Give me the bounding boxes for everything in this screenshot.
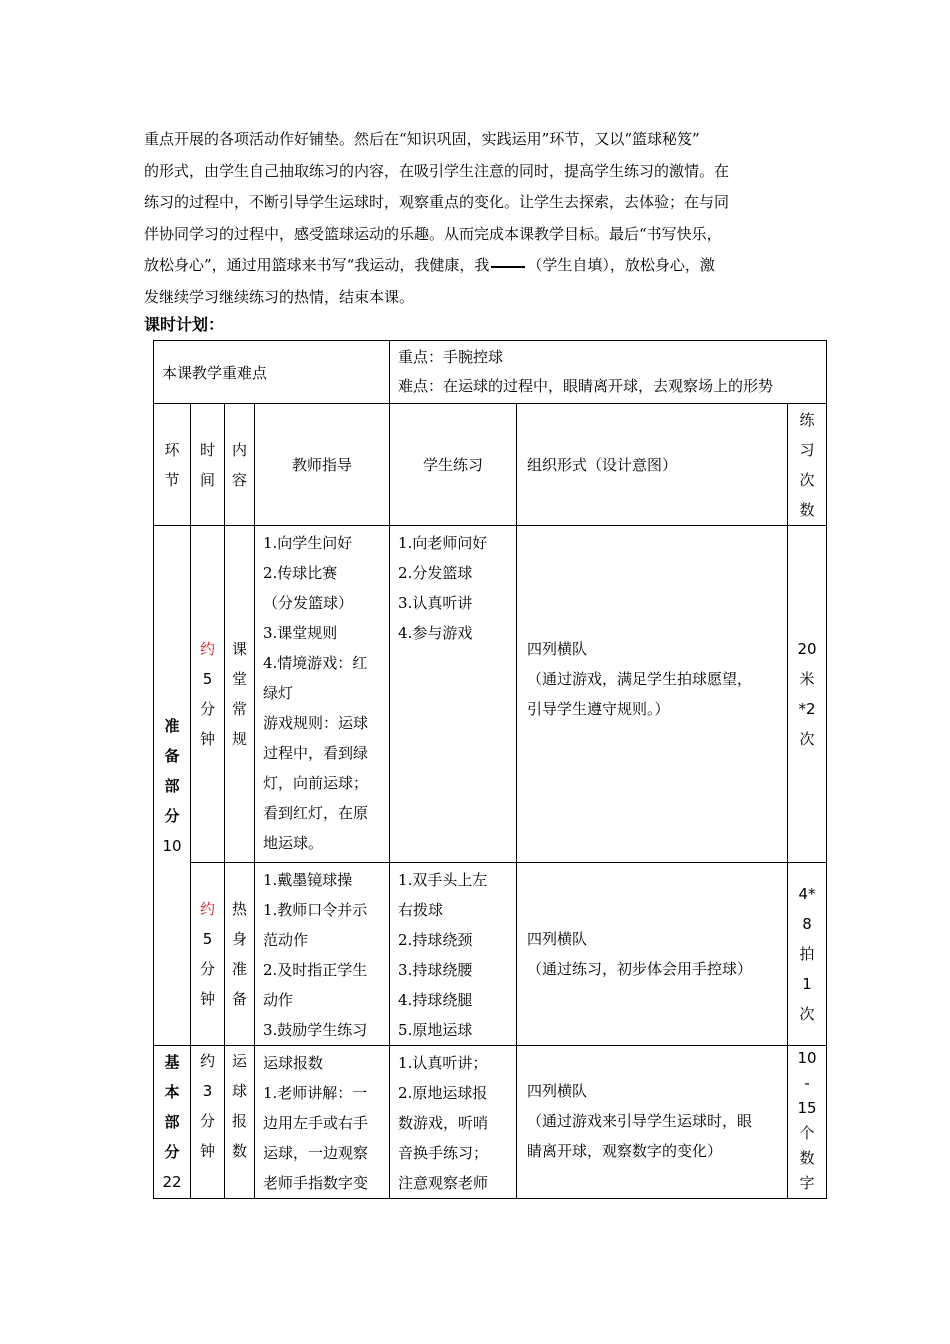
teacher-cell: 1.向学生问好 2.传球比赛 （分发篮球） 3.课堂规则 4.情境游戏：红 绿灯 游戏规则：运球 过程中，看到绿 灯，向前运球； 看到红灯，在原 地运球。 bbox=[255, 526, 390, 863]
header-teacher: 教师指导 bbox=[255, 404, 390, 526]
reps-cell: 10 - 15 个 数 字 bbox=[788, 1046, 827, 1199]
lesson-plan-table bbox=[153, 340, 827, 1199]
header-organization: 组织形式（设计意图） bbox=[517, 404, 788, 526]
paragraph-line: 伴协同学习的过程中，感受篮球运动的乐趣。从而完成本课教学目标。最后“书写快乐， bbox=[144, 224, 722, 243]
reps-cell: 4* 8 拍 1 次 bbox=[788, 863, 827, 1046]
header-reps: 练 习 次 数 bbox=[788, 404, 827, 526]
time-cell: 约 3 分 钟 bbox=[191, 1046, 225, 1199]
table-row bbox=[154, 526, 827, 863]
intro-paragraph bbox=[144, 124, 816, 313]
header-section: 环 节 bbox=[154, 404, 191, 526]
org-cell: 四列横队 （通过游戏，满足学生拍球愿望， 引导学生遵守规则。） bbox=[517, 526, 788, 863]
student-cell: 1.向老师问好 2.分发篮球 3.认真听讲 4.参与游戏 bbox=[390, 526, 517, 863]
difficulty-point: 难点：在运球的过程中，眼睛离开球，去观察场上的形势 bbox=[398, 377, 774, 395]
key-points-label: 本课教学重难点 bbox=[154, 341, 390, 404]
table-row bbox=[154, 863, 827, 1046]
header-time: 时 间 bbox=[191, 404, 225, 526]
teacher-cell: 1.戴墨镜球操 1.教师口令并示 范动作 2.及时指正学生 动作 3.鼓励学生练习 bbox=[255, 863, 390, 1046]
paragraph-line: 的形式，由学生自己抽取练习的内容，在吸引学生注意的同时，提高学生练习的激情。在 bbox=[144, 161, 730, 180]
section-heading: 课时计划： bbox=[144, 315, 225, 334]
content-cell: 热 身 准 备 bbox=[225, 863, 255, 1046]
table-row bbox=[154, 1046, 827, 1199]
student-cell: 1.认真听讲； 2.原地运球报 数游戏，听哨 音换手练习； 注意观察老师 bbox=[390, 1046, 517, 1199]
content-cell: 运 球 报 数 bbox=[225, 1046, 255, 1199]
key-points-row bbox=[154, 341, 827, 404]
student-cell: 1.双手头上左 右拨球 2.持球绕颈 3.持球绕腰 4.持球绕腿 5.原地运球 bbox=[390, 863, 517, 1046]
teacher-cell: 运球报数 1.老师讲解：一 边用左手或右手 运球，一边观察 老师手指数字变 bbox=[255, 1046, 390, 1199]
reps-cell: 20 米 *2 次 bbox=[788, 526, 827, 863]
org-cell: 四列横队 （通过练习，初步体会用手控球） bbox=[517, 863, 788, 1046]
key-point: 重点：手腕控球 bbox=[398, 348, 504, 366]
header-row bbox=[154, 404, 827, 526]
paragraph-line: 放松身心”，通过用篮球来书写“我运动，我健康，我 （学生自填），放松身心，激 bbox=[144, 256, 715, 274]
header-student: 学生练习 bbox=[390, 404, 517, 526]
org-cell: 四列横队 （通过游戏来引导学生运球时，眼 睛离开球，观察数字的变化） bbox=[517, 1046, 788, 1199]
header-content: 内 容 bbox=[225, 404, 255, 526]
time-cell: 约 5 分 钟 bbox=[191, 863, 225, 1046]
key-points-cell bbox=[390, 341, 827, 404]
time-cell: 约 5 分 钟 bbox=[191, 526, 225, 863]
fill-blank bbox=[491, 265, 525, 268]
content-cell: 课 堂 常 规 bbox=[225, 526, 255, 863]
section-basic: 基 本 部 分 22 bbox=[154, 1046, 191, 1199]
paragraph-line: 练习的过程中，不断引导学生运球时，观察重点的变化。让学生去探索，去体验；在与同 bbox=[144, 193, 730, 211]
section-prep: 准 备 部 分 10 bbox=[154, 526, 191, 1046]
paragraph-line: 重点开展的各项活动作好铺垫。然后在“知识巩固，实践运用”环节，又以“篮球秘笈” bbox=[144, 130, 700, 148]
paragraph-line: 发继续学习继续练习的热情，结束本课。 bbox=[144, 287, 415, 306]
